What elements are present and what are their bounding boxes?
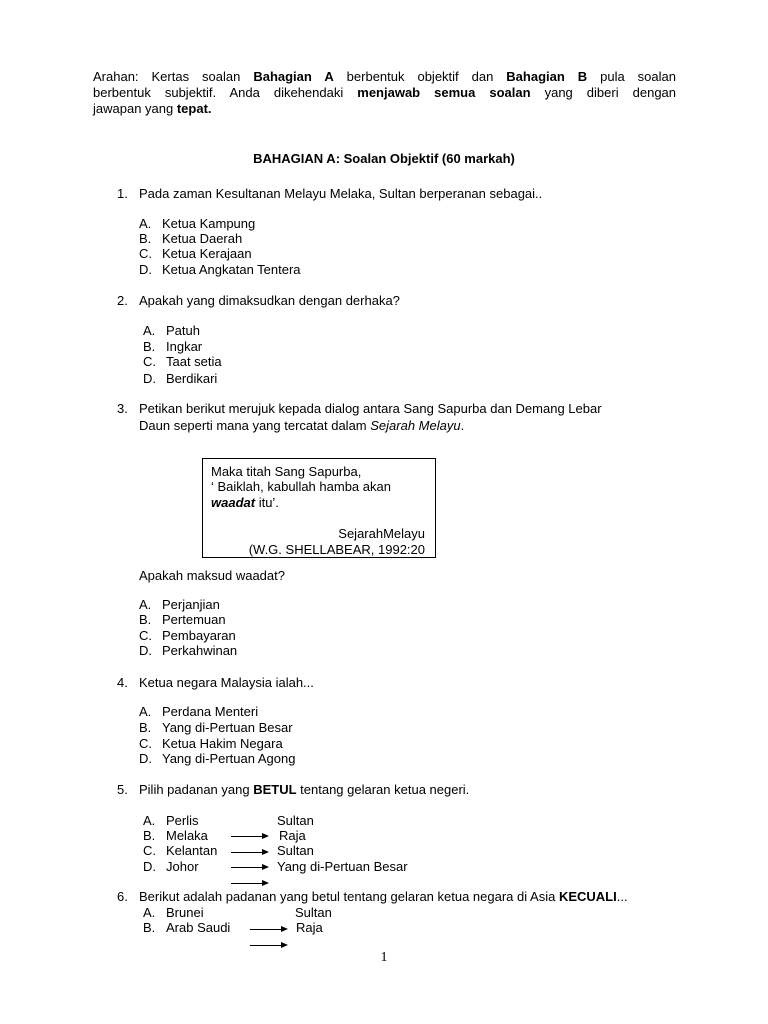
option-letter: C. [139, 246, 152, 261]
option-text: Kelantan [166, 843, 218, 858]
question-1-number: 1. [117, 186, 128, 201]
instructions-line-1: Arahan: Kertas soalan Bahagian A berbentuk objektif dan Bahagian B pula soalan [93, 69, 676, 84]
quote-source-title: SejarahMelayu [338, 526, 425, 541]
question-1-text: Pada zaman Kesultanan Melayu Melaka, Sultan berperanan sebagai.. [139, 186, 543, 201]
option-letter: A. [143, 323, 156, 338]
option-match: Sultan [277, 813, 314, 828]
page-number: 1 [380, 950, 388, 965]
option-text: Yang di-Pertuan Agong [162, 751, 296, 766]
quote-line-1: Maka titah Sang Sapurba, [211, 464, 362, 479]
option-letter: D. [139, 262, 152, 277]
option-match: Raja [296, 920, 323, 935]
option-letter: C. [143, 354, 156, 369]
option-letter: B. [143, 920, 156, 935]
option-letter: B. [139, 720, 152, 735]
option-letter: D. [143, 371, 156, 386]
option-letter: D. [139, 643, 152, 658]
option-text: Ketua Angkatan Tentera [162, 262, 301, 277]
quote-source-citation: (W.G. SHELLABEAR, 1992:20 [248, 542, 425, 557]
option-letter: A. [139, 704, 152, 719]
option-text: Johor [166, 859, 199, 874]
arrow-icon [231, 836, 267, 837]
arrow-icon [231, 883, 267, 884]
option-text: Melaka [166, 828, 208, 843]
option-text: Brunei [166, 905, 204, 920]
question-3-text-line-1: Petikan berikut merujuk kepada dialog antara Sang Sapurba dan Demang Lebar [139, 401, 602, 416]
option-match: Raja [279, 828, 306, 843]
question-5-number: 5. [117, 782, 128, 797]
question-3-text-line-2: Daun seperti mana yang tercatat dalam Sejarah Melayu. [139, 418, 465, 433]
option-letter: C. [143, 843, 156, 858]
option-text: Arab Saudi [166, 920, 231, 935]
option-letter: B. [143, 339, 156, 354]
option-match: Yang di-Pertuan Besar [277, 859, 408, 874]
instructions-line-2: berbentuk subjektif. Anda dikehendaki menjawab semua soalan yang diberi dengan [93, 85, 677, 100]
option-text: Perlis [166, 813, 199, 828]
option-text: Perkahwinan [162, 643, 238, 658]
option-letter: B. [139, 612, 152, 627]
section-title: BAHAGIAN A: Soalan Objektif (60 markah) [253, 151, 515, 166]
option-text: Ketua Hakim Negara [162, 736, 283, 751]
option-letter: A. [143, 905, 156, 920]
option-text: Pembayaran [162, 628, 236, 643]
option-text: Ketua Kerajaan [162, 246, 252, 261]
option-text: Ingkar [166, 339, 203, 354]
option-text: Perdana Menteri [162, 704, 259, 719]
option-text: Berdikari [166, 371, 218, 386]
option-match: Sultan [277, 843, 314, 858]
option-match: Sultan [295, 905, 332, 920]
instructions [93, 69, 676, 117]
option-letter: A. [139, 216, 152, 231]
option-text: Ketua Daerah [162, 231, 243, 246]
option-letter: C. [139, 736, 152, 751]
option-letter: C. [139, 628, 152, 643]
option-text: Perjanjian [162, 597, 220, 612]
question-2-text: Apakah yang dimaksudkan dengan derhaka? [139, 293, 400, 308]
question-3-sub-question: Apakah maksud waadat? [139, 568, 285, 583]
question-6-text: Berikut adalah padanan yang betul tentang gelaran ketua negara di Asia KECUALI... [139, 889, 628, 904]
question-4-text: Ketua negara Malaysia ialah... [139, 675, 314, 690]
option-letter: D. [139, 751, 152, 766]
quote-box [202, 458, 436, 558]
option-letter: A. [143, 813, 156, 828]
question-6-number: 6. [117, 889, 128, 904]
arrow-icon [250, 929, 286, 930]
arrow-icon [231, 852, 267, 853]
option-text: Patuh [166, 323, 200, 338]
option-text: Pertemuan [162, 612, 226, 627]
question-3-number: 3. [117, 401, 128, 416]
option-letter: D. [143, 859, 156, 874]
option-text: Yang di-Pertuan Besar [162, 720, 293, 735]
arrow-icon [231, 867, 267, 868]
arrow-icon [250, 945, 286, 946]
quote-line-2: ‘ Baiklah, kabullah hamba akan [211, 479, 391, 494]
option-text: Ketua Kampung [162, 216, 256, 231]
option-letter: B. [143, 828, 156, 843]
instructions-line-3: jawapan yang tepat. [93, 101, 212, 116]
question-2-number: 2. [117, 293, 128, 308]
option-text: Taat setia [166, 354, 222, 369]
question-4-number: 4. [117, 675, 128, 690]
question-5-text: Pilih padanan yang BETUL tentang gelaran ketua negeri. [139, 782, 470, 797]
quote-line-3: waadat itu’. [211, 495, 279, 510]
option-letter: A. [139, 597, 152, 612]
option-letter: B. [139, 231, 152, 246]
